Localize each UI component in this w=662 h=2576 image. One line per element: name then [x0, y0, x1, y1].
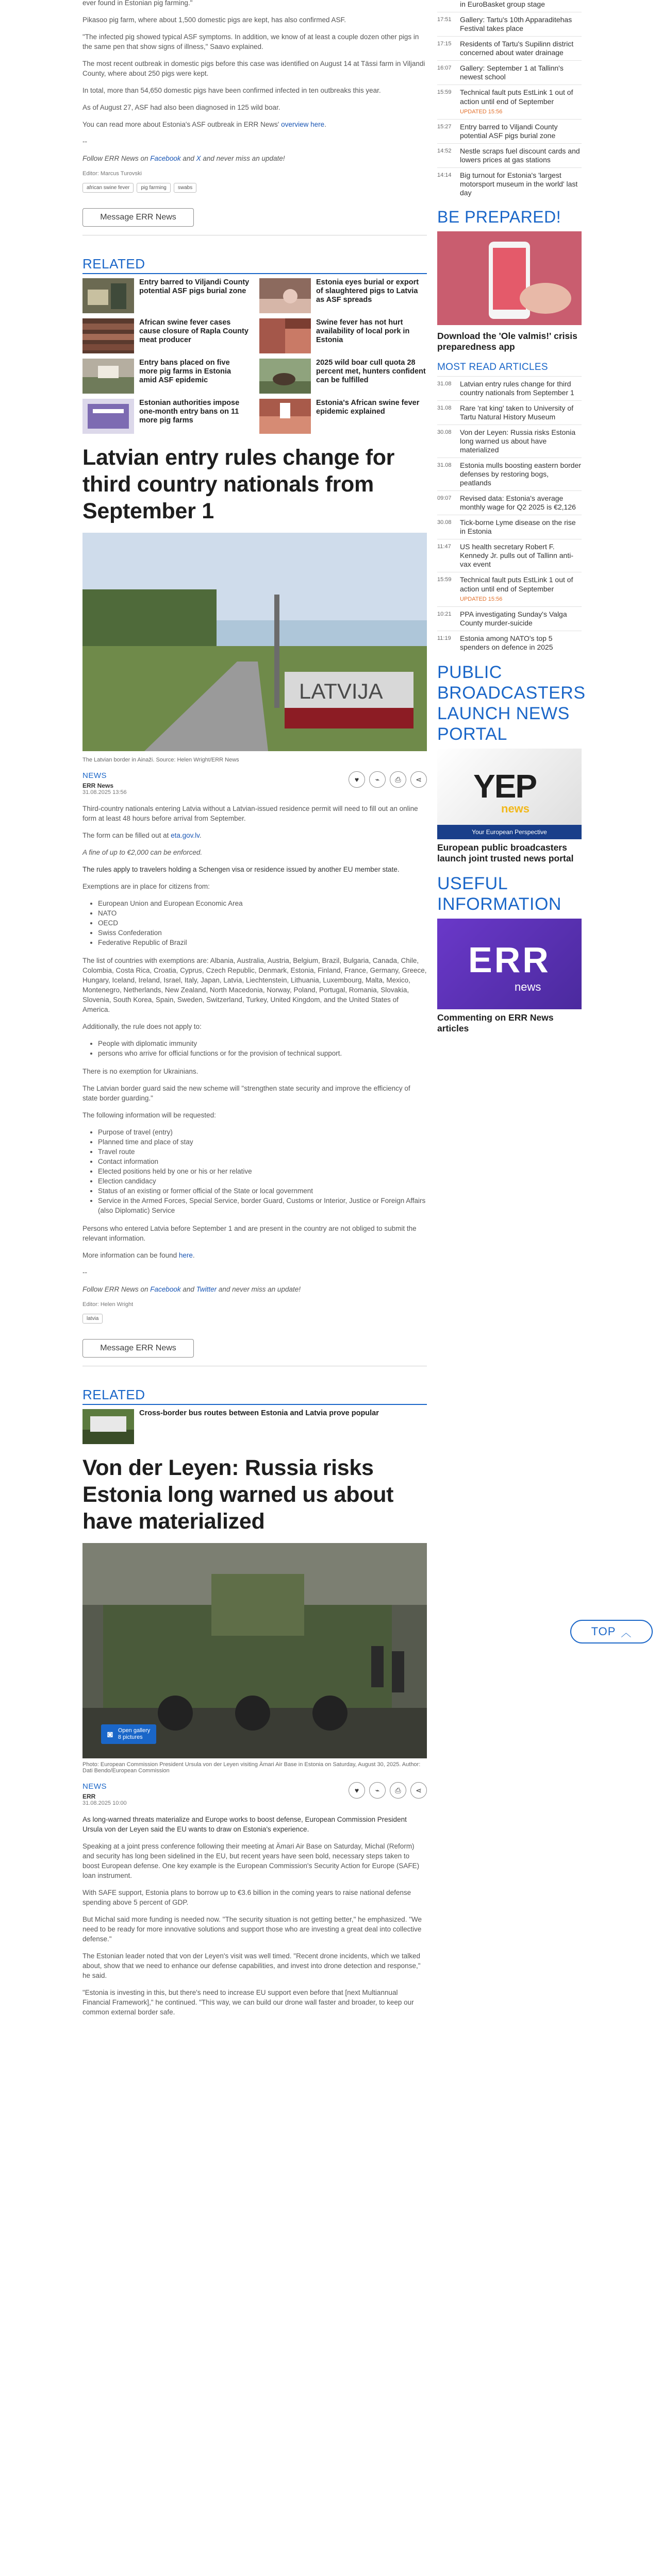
link-icon[interactable]: ⌁	[369, 771, 386, 788]
updated-badge: UPDATED 15:56	[460, 596, 503, 602]
publish-date: 31.08.2025 13:56	[82, 789, 127, 795]
list-item: • NATO	[98, 908, 427, 918]
paragraph: The rules apply to travelers holding a Schengen visa or residence issued by another EU member state.	[82, 866, 400, 873]
main-column	[82, 0, 427, 2024]
overview-link[interactable]: overview here	[281, 121, 325, 128]
useful-information-heading: USEFUL INFORMATION	[437, 874, 561, 914]
publish-date: 31.08.2025 10:00	[82, 1800, 127, 1806]
list-item: • Elected positions held by one or his or her relative	[98, 1166, 427, 1176]
sidebar-news-item[interactable]: in EuroBasket group stage	[460, 0, 545, 8]
app-promo-caption[interactable]: Download the 'Ole valmis!' crisis preparedness app	[437, 331, 577, 352]
article-image-wrapper	[82, 1543, 427, 1758]
share-buttons	[349, 1782, 427, 1799]
paragraph: The following information will be requested:	[82, 1111, 216, 1119]
image-caption: Photo: European Commission President Ursula von der Leyen visiting Ämari Air Base in Estonia on Saturday, August 30, 2025. Author: Dati Bendo/European Commission	[82, 1761, 421, 1774]
paragraph: As long-warned threats materialize and Europe works to boost defense, European Commission President Ursula von der Leyen said the EU wants to draw on Estonia's experience.	[82, 1816, 407, 1833]
tag[interactable]: latvia	[82, 1314, 103, 1324]
share-icon[interactable]: ⋖	[410, 771, 427, 788]
sidebar-news-item[interactable]: 15:27 Entry barred to Viljandi County potential ASF pigs burial zone	[437, 119, 582, 143]
paragraph: In total, more than 54,650 domestic pigs have been confirmed infected in ten outbreaks this year.	[82, 87, 381, 94]
related-thumbnail	[82, 1409, 134, 1444]
related-item[interactable]	[259, 399, 427, 434]
x-link[interactable]: X	[196, 155, 201, 162]
article-latvia	[82, 444, 427, 1366]
paragraph: More information can be found here.	[82, 1251, 195, 1259]
most-read-item[interactable]: 09:07 Revised data: Estonia's average monthly wage for Q2 2025 is €2,126	[437, 490, 582, 515]
sidebar-news-item[interactable]: 16:07 Gallery: September 1 at Tallinn's newest school	[437, 60, 582, 84]
most-read-heading: MOST READ ARTICLES	[437, 362, 548, 372]
heart-icon[interactable]: ♥	[349, 771, 365, 788]
related-item[interactable]	[82, 399, 250, 434]
latest-news-list	[437, 0, 582, 200]
err-logo: ERR	[468, 940, 551, 980]
gallery-badge[interactable]: ◙ Open gallery 8 pictures	[101, 1724, 156, 1744]
follow-line: Follow ERR News on Facebook and Twitter and never miss an update!	[82, 1285, 301, 1293]
related-thumbnail	[82, 318, 134, 353]
err-promo-image[interactable]	[437, 919, 582, 1009]
related-section	[82, 256, 427, 434]
related-thumbnail	[259, 318, 311, 353]
related-item[interactable]	[82, 1409, 427, 1444]
paragraph: Third-country nationals entering Latvia without a Latvian-issued residence permit will need to fill out an online form at least 48 hours before arrival from September.	[82, 805, 418, 822]
list-item: • Purpose of travel (entry)	[98, 1127, 427, 1137]
source-label: ERR News	[82, 782, 114, 789]
paragraph: Exemptions are in place for citizens from:	[82, 883, 210, 890]
tag[interactable]: pig farming	[137, 183, 170, 193]
svg-text:LATVIJA: LATVIJA	[299, 679, 383, 703]
list-item: • Swiss Confederation	[98, 928, 427, 938]
most-read-item[interactable]: 31.08 Estonia mulls boosting eastern border defenses by restoring bogs, peatlands	[437, 457, 582, 490]
sidebar	[437, 0, 586, 1043]
source-label: ERR	[82, 1793, 96, 1800]
updated-badge: UPDATED 15:56	[460, 109, 503, 115]
related-thumbnail	[259, 399, 311, 434]
related-title: RELATED	[82, 256, 427, 274]
most-read-item[interactable]: 31.08 Rare 'rat king' taken to University of Tartu Natural History Museum	[437, 400, 582, 425]
print-icon[interactable]: ⎙	[390, 1782, 406, 1799]
sidebar-news-item[interactable]: 15:59 Technical fault puts EstLink 1 out of action until end of September UPDATED 15:56	[437, 84, 582, 119]
related-item-title: Estonia eyes burial or export of slaughtered pigs to Latvia as ASF spreads	[316, 278, 419, 304]
yep-promo-image[interactable]	[437, 749, 582, 839]
most-read-item[interactable]: 11:19 Estonia among NATO's top 5 spenders on defence in 2025	[437, 631, 582, 655]
paragraph: With SAFE support, Estonia plans to borrow up to €3.6 billion in the coming years to raise national defense spending above 5 percent of GDP.	[82, 1889, 411, 1906]
most-read-item[interactable]: 31.08 Latvian entry rules change for third country nationals from September 1	[437, 376, 582, 400]
tag[interactable]: african swine fever	[82, 183, 134, 193]
exemption-list	[98, 899, 427, 947]
separator-dashes: --	[82, 1268, 87, 1276]
back-to-top-button[interactable]: TOP ︿	[570, 1620, 653, 1643]
article-title: Von der Leyen: Russia risks Estonia long warned us about have materialized	[82, 1455, 394, 1534]
related-thumbnail	[259, 278, 311, 313]
related-item-title: Cross-border bus routes between Estonia and Latvia prove popular	[139, 1409, 379, 1417]
err-logo-sub: news	[515, 980, 541, 993]
related-item[interactable]	[259, 278, 427, 313]
list-item: • Service in the Armed Forces, Special Service, border Guard, Customs or Interior, Justice or Foreign Affairs (also Diplomatic) Service	[98, 1196, 427, 1215]
sidebar-news-item[interactable]: 14:14 Big turnout for Estonia's 'largest motorsport museum in the world' last day	[437, 167, 582, 200]
paragraph: There is no exemption for Ukrainians.	[82, 1067, 198, 1075]
facebook-link[interactable]: Facebook	[150, 1285, 181, 1293]
paragraph: The most recent outbreak in domestic pigs before this case was identified on August 14 at Tässi farm in Viljandi County, where about 250 pigs were kept.	[82, 60, 425, 77]
paragraph: The Estonian leader noted that von der Leyen's visit was well timed. "Recent drone incidents, which we talked about, show that we need to enhance our defense capabilities, and invest into drone detection and response," he said.	[82, 1952, 421, 1979]
paragraph: "Estonia is investing in this, but there's need to increase EU support even before that [next Multiannual Financial Framework]," he continued. "This way, we can build our drone wall faster and broader, to keep our common external border safe.	[82, 1989, 414, 2016]
most-read-list	[437, 376, 582, 655]
related-item[interactable]	[259, 359, 427, 394]
list-item: • persons who arrive for official functions or for the provision of technical support.	[98, 1048, 427, 1058]
tag-list	[82, 183, 427, 193]
editor-line: Editor: Marcus Turovski	[82, 171, 142, 177]
tag[interactable]: swabs	[174, 183, 196, 193]
facebook-link[interactable]: Facebook	[150, 155, 181, 162]
camera-icon: ◙	[107, 1728, 113, 1739]
category-label[interactable]: NEWS	[82, 771, 107, 780]
related-item-title: Entry barred to Viljandi County potential ASF pigs burial zone	[139, 278, 250, 295]
paragraph: The form can be filled out at eta.gov.lv.	[82, 832, 202, 839]
related-item-title: Entry bans placed on five more pig farms in Estonia amid ASF epidemic	[139, 359, 231, 384]
related-item-title: African swine fever cases cause closure of Rapla County meat producer	[139, 318, 249, 344]
overview-paragraph: You can read more about Estonia's ASF outbreak in ERR News' overview here.	[82, 121, 326, 128]
paragraph: Persons who entered Latvia before September 1 and are present in the country are not obliged to submit the relevant information.	[82, 1225, 417, 1242]
tag-list	[82, 1314, 427, 1324]
related-thumbnail	[259, 359, 311, 394]
yep-tagline: Your European Perspective	[437, 825, 582, 839]
err-caption[interactable]: Commenting on ERR News articles	[437, 1012, 554, 1033]
editor-line: Editor: Helen Wright	[82, 1301, 134, 1308]
chevron-up-icon: ︿	[621, 1627, 632, 1639]
paragraph: As of August 27, ASF had also been diagnosed in 125 wild boar.	[82, 104, 280, 111]
related-item[interactable]	[259, 318, 427, 353]
list-item: • Federative Republic of Brazil	[98, 938, 427, 947]
list-item: • Status of an existing or former official of the State or local government	[98, 1186, 427, 1196]
follow-line: Follow ERR News on Facebook and X and never miss an update!	[82, 155, 285, 162]
paragraph: "The infected pig showed typical ASF symptoms. In addition, we know of at least a couple dozen other pigs in the same pen that show signs of illness," Saavo explained.	[82, 33, 419, 50]
related-item-title: Swine fever has not hurt availability of local pork in Estonia	[316, 318, 410, 344]
eta-link[interactable]: eta.gov.lv	[171, 832, 200, 839]
list-item: • OECD	[98, 918, 427, 928]
paragraph: Additionally, the rule does not apply to:	[82, 1023, 202, 1030]
list-item: • Contact information	[98, 1157, 427, 1166]
requested-info-list	[98, 1127, 427, 1215]
related-item-title: Estonia's African swine fever epidemic explained	[316, 399, 420, 416]
yep-caption[interactable]: European public broadcasters launch joint trusted news portal	[437, 842, 574, 863]
sidebar-news-item[interactable]: 14:52 Nestle scraps fuel discount cards and lowers prices at gas stations	[437, 143, 582, 167]
paragraph: The list of countries with exemptions are: Albania, Australia, Austria, Belgium, Brazil, Bulgaria, Canada, Chile, Colombia, Costa Rica, Croatia, Cyprus, Czech Republic, Denmark, Estonia, Finland, France, Germany, Greece, Hungary, Iceland, Ireland, Israel, Italy, Japan, Latvia, Liechtenstein, Lithuania, Luxembourg, Malta, Mexico, Montenegro, Netherlands, New Zealand, North Macedonia, Norway, Poland, Portugal, Romania, Slovakia, Slovenia, South Korea, Spain, Sweden, Switzerland, Turkey, United Kingdom, and the United States of America.	[82, 957, 427, 1013]
related-thumbnail	[82, 359, 134, 394]
print-icon[interactable]: ⎙	[390, 771, 406, 788]
related-section	[82, 1387, 427, 1444]
twitter-link[interactable]: Twitter	[196, 1285, 217, 1293]
category-label[interactable]: NEWS	[82, 1782, 107, 1791]
most-read-item[interactable]: 30.08 Von der Leyen: Russia risks Estonia long warned us about have materialized	[437, 425, 582, 457]
most-read-item[interactable]: 15:59 Technical fault puts EstLink 1 out of action until end of September UPDATED 15:56	[437, 572, 582, 606]
article-asf	[82, 0, 427, 235]
more-info-link[interactable]: here	[178, 1251, 193, 1259]
list-item: • People with diplomatic immunity	[98, 1039, 427, 1048]
list-item: • Election candidacy	[98, 1176, 427, 1186]
paragraph: Speaking at a joint press conference following their meeting at Ämari Air Base on Saturday, Michal (Reform) and security has long been sidelined in the EU, but recent years have seen bold, necessary steps taken to boost European defense. One key example is the European Commission's Security Action for Europe (SAFE) loan instrument.	[82, 1842, 420, 1879]
paragraph: Pikasoo pig farm, where about 1,500 domestic pigs are kept, has also confirmed ASF.	[82, 16, 346, 24]
public-broadcasters-heading: PUBLIC BROADCASTERS LAUNCH NEWS PORTAL	[437, 663, 586, 744]
message-err-news-button[interactable]: Message ERR News	[82, 1339, 194, 1358]
most-read-item[interactable]: 10:21 PPA investigating Sunday's Valga County murder-suicide	[437, 606, 582, 631]
related-item[interactable]	[82, 278, 250, 313]
yep-logo-sub: news	[501, 802, 530, 815]
most-read-item[interactable]: 30.08 Tick-borne Lyme disease on the rise in Estonia	[437, 515, 582, 539]
share-icon[interactable]: ⋖	[410, 1782, 427, 1799]
app-promo-image[interactable]	[437, 231, 582, 325]
related-title: RELATED	[82, 1387, 427, 1405]
image-caption: The Latvian border in Ainaži. Source: Helen Wright/ERR News	[82, 757, 239, 763]
share-buttons	[349, 771, 427, 788]
paragraph: A fine of up to €2,000 can be enforced.	[82, 849, 203, 856]
sidebar-news-item[interactable]: 17:15 Residents of Tartu's Supilinn district concerned about water drainage	[437, 36, 582, 60]
list-item: • European Union and European Economic Area	[98, 899, 427, 908]
yep-logo: YEP	[473, 768, 537, 805]
most-read-item[interactable]: 11:47 US health secretary Robert F. Kennedy Jr. pulls out of Tallinn anti-vax event	[437, 539, 582, 572]
list-item: • Planned time and place of stay	[98, 1137, 427, 1147]
be-prepared-heading: BE PREPARED!	[437, 208, 561, 226]
heart-icon[interactable]: ♥	[349, 1782, 365, 1799]
article-title: Latvian entry rules change for third country nationals from September 1	[82, 445, 395, 523]
article-meta	[82, 771, 427, 795]
article-image	[82, 533, 427, 751]
related-thumbnail	[82, 399, 134, 434]
related-item[interactable]	[82, 318, 250, 353]
separator-dashes: --	[82, 138, 87, 145]
article-von-der-leyen	[82, 1454, 427, 2017]
related-item-title: 2025 wild boar cull quota 28 percent met, hunters confident can be fulfilled	[316, 359, 426, 384]
related-item-title: Estonian authorities impose one-month entry bans on 11 more pig farms	[139, 399, 240, 425]
paragraph: But Michal said more funding is needed now. "The security situation is not getting better," he emphasized. "We need to be ready for more innovative solutions and support those who are investing a great deal into collective defense."	[82, 1916, 422, 1943]
sidebar-news-item[interactable]: 17:51 Gallery: Tartu's 10th Apparaditehas Festival takes place	[437, 12, 582, 36]
related-thumbnail	[82, 278, 134, 313]
link-icon[interactable]: ⌁	[369, 1782, 386, 1799]
not-apply-list	[98, 1039, 427, 1058]
paragraph: The Latvian border guard said the new scheme will "strengthen state security and improve the efficiency of state border guarding."	[82, 1084, 410, 1102]
related-item[interactable]	[82, 359, 250, 394]
message-err-news-button[interactable]: Message ERR News	[82, 208, 194, 227]
article-meta	[82, 1782, 427, 1806]
paragraph: ever found in Estonian pig farming."	[82, 0, 193, 7]
list-item: • Travel route	[98, 1147, 427, 1157]
